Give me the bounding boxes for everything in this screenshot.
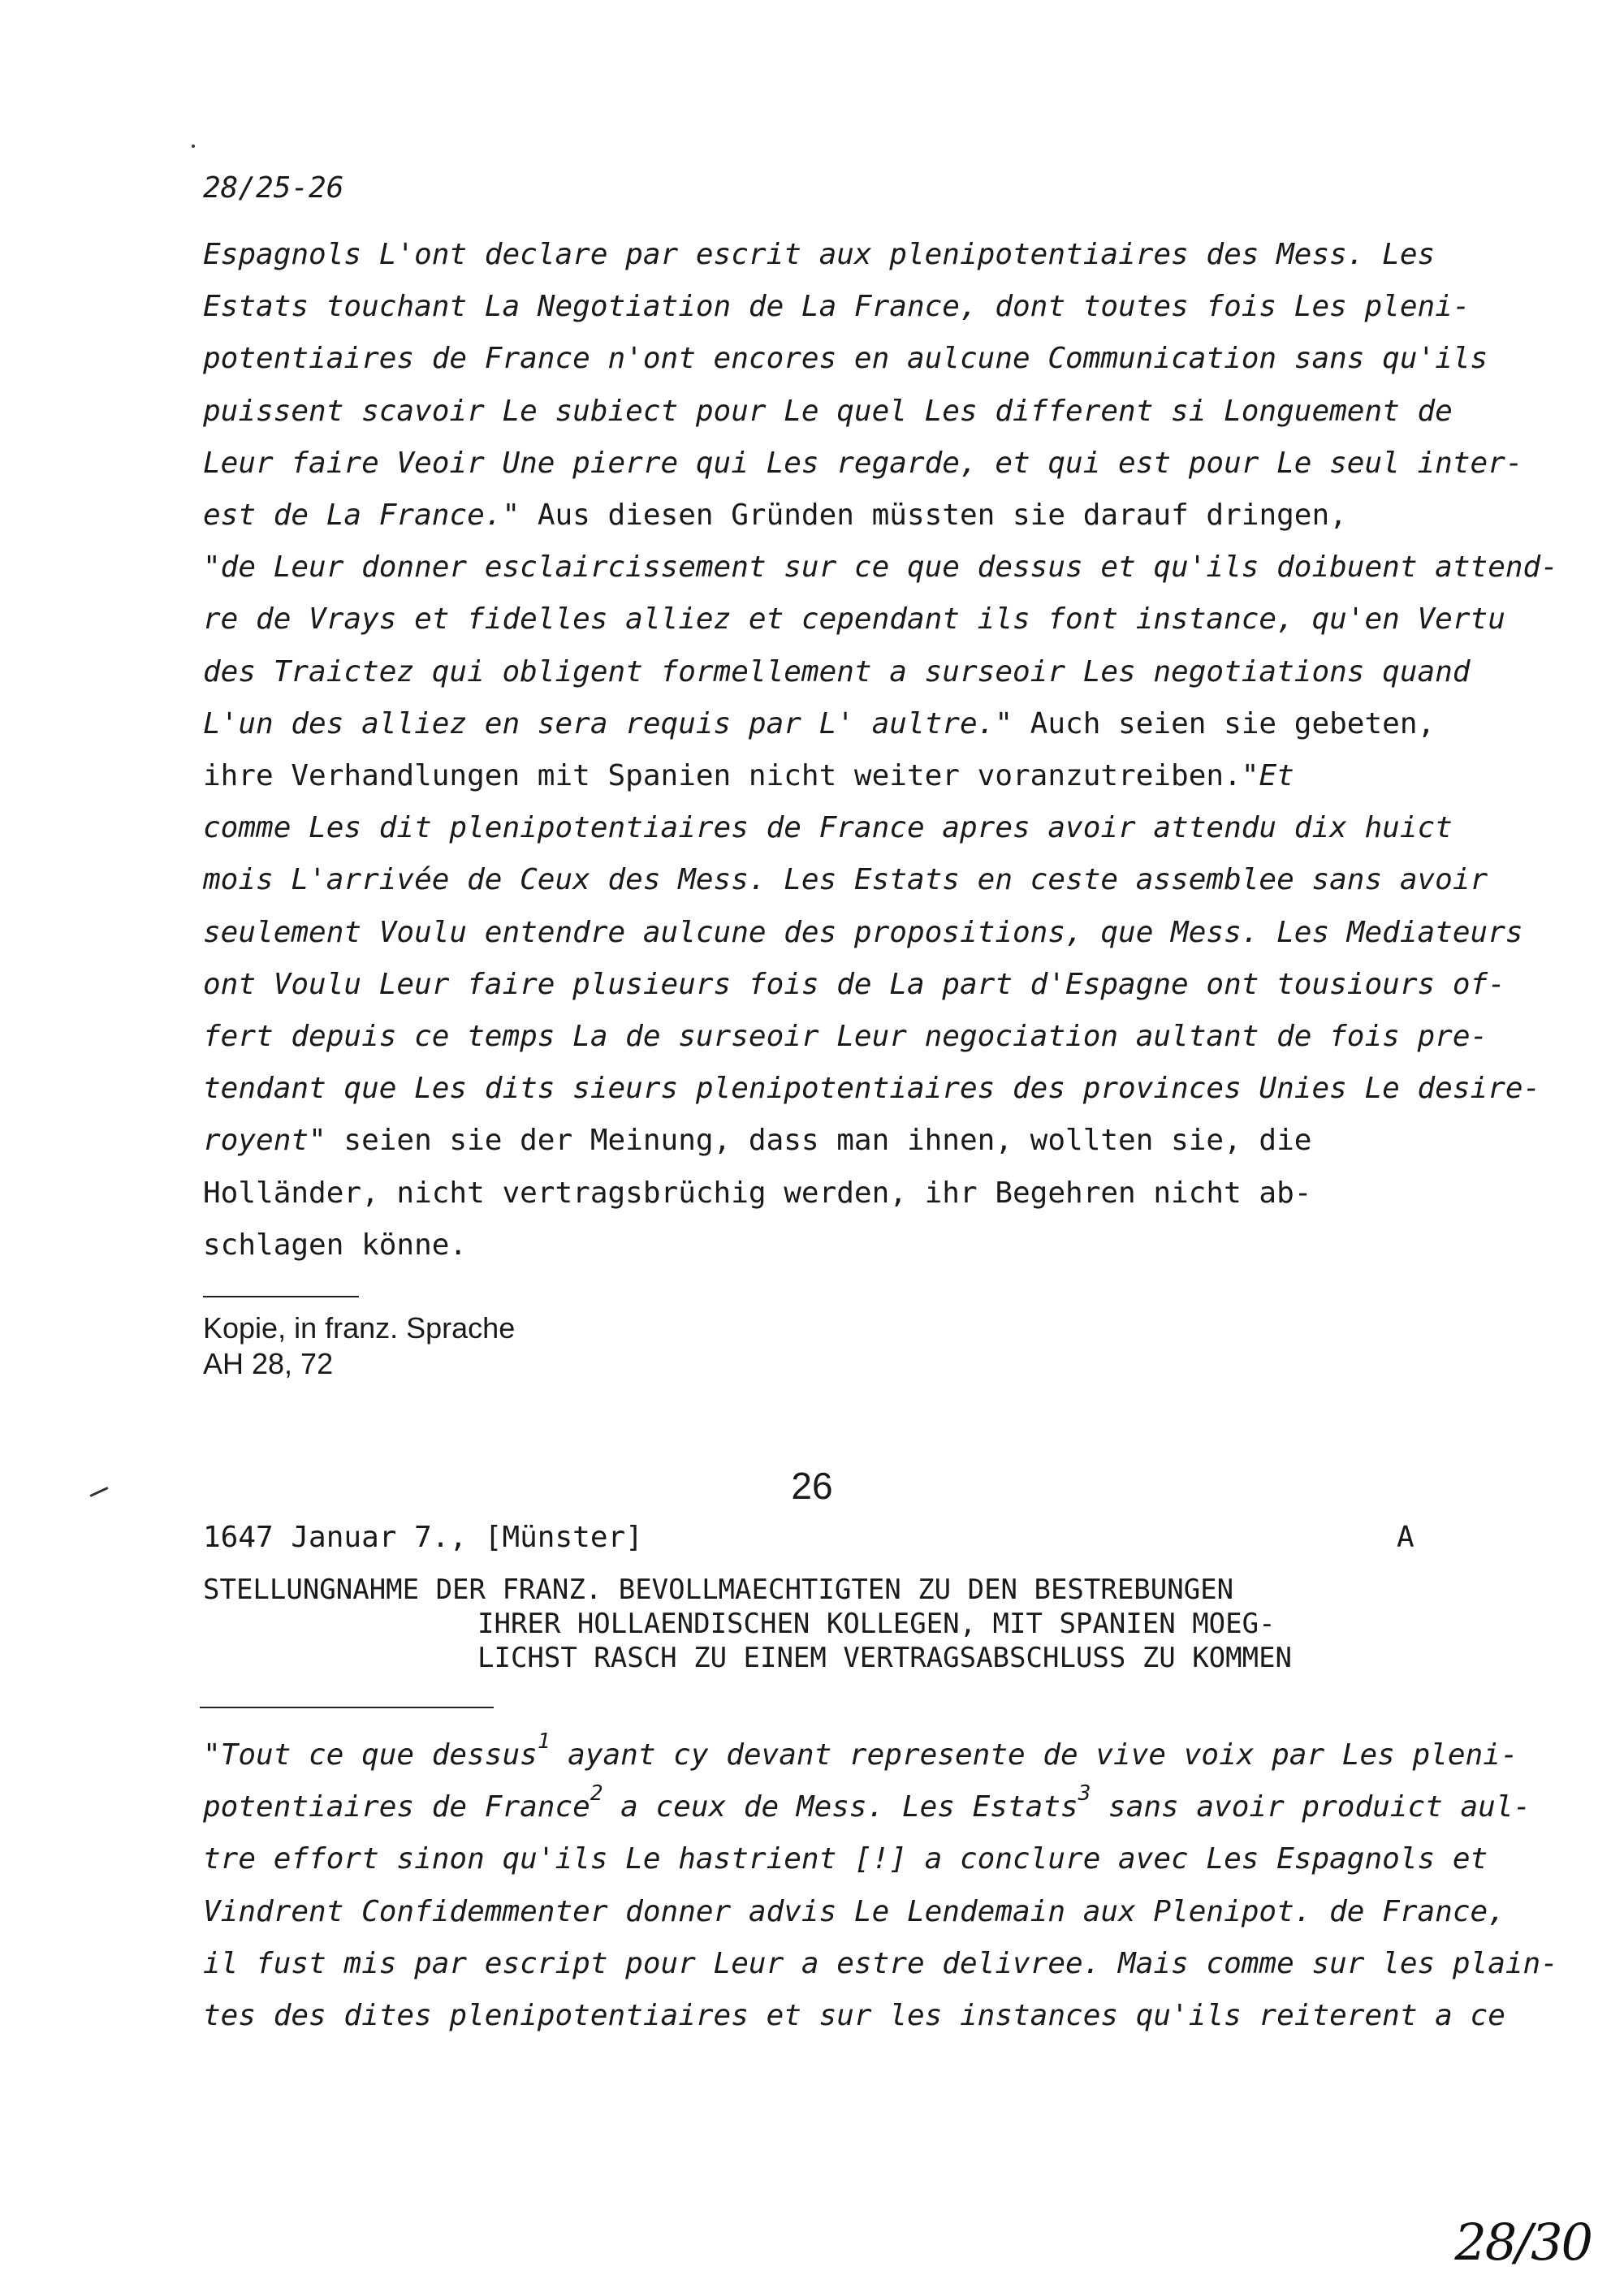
- french-quote-text: sans avoir produict aul-: [1091, 1790, 1531, 1824]
- doc25-line-7: [203, 550, 1558, 585]
- doc26-line-1: [203, 1729, 1518, 1776]
- section-rule: [200, 1707, 494, 1708]
- doc25-line-2: [203, 289, 1471, 325]
- german-summary-text: seien sie der Meinung, dass man ihnen, wollten sie, die: [326, 1124, 1312, 1158]
- doc25-line-13: [203, 862, 1488, 898]
- french-quote-text: seulement Voulu entendre aulcune des propositions, que Mess. Les Mediateurs: [203, 915, 1523, 949]
- doc25-line-17: [203, 1071, 1540, 1107]
- french-quote-text: "de Leur donner esclaircissement sur ce que dessus et qu'ils doibuent attend-: [203, 550, 1558, 585]
- document-date-place: 1647 Januar 7., [Münster]: [203, 1521, 643, 1554]
- document-type-letter: A: [1397, 1521, 1415, 1554]
- french-quote-text: ayant cy devant represente de vive voix par Les pleni-: [550, 1738, 1518, 1772]
- doc25-line-8: [203, 602, 1505, 637]
- header-reference: 28/25-26: [203, 171, 344, 205]
- source-note-archive: AH 28, 72: [203, 1347, 334, 1380]
- french-quote-text: L'un des alliez en sera requis par L' aultre.": [203, 706, 1013, 740]
- french-quote-text: "Tout ce que dessus: [203, 1738, 538, 1772]
- page-stamp: 28/30: [1454, 2212, 1592, 2272]
- doc25-line-11: [203, 758, 1294, 794]
- french-quote-text: Espagnols L'ont declare par escrit aux plenipotentiaires des Mess. Les: [203, 238, 1436, 271]
- footnote-rule: [203, 1296, 359, 1297]
- doc26-line-3: [203, 1841, 1488, 1877]
- french-quote-text: comme Les dit plenipotentiaires de France apres avoir attendu dix huict: [203, 811, 1453, 845]
- french-quote-text: potentiaires de France n'ont encores en aulcune Communication sans qu'ils: [203, 342, 1488, 376]
- french-quote-text: puissent scavoir Le subiect pour Le quel Les different si Longuement de: [203, 394, 1453, 428]
- french-quote-text: Estats touchant La Negotiation de La France, dont toutes fois Les pleni-: [203, 290, 1471, 324]
- footnote-marker: 3: [1078, 1781, 1091, 1807]
- french-quote-text: royent": [203, 1124, 326, 1158]
- french-quote-text: re de Vrays et fidelles alliez et cependant ils font instance, qu'en Vertu: [203, 602, 1505, 637]
- doc25-line-5: [203, 446, 1523, 481]
- german-summary-text: Holländer, nicht vertragsbrüchig werden, ihr Begehren nicht ab-: [203, 1176, 1312, 1210]
- french-quote-text: potentiaires de France: [203, 1790, 590, 1824]
- doc25-line-20: [203, 1228, 467, 1263]
- footnote-marker: 2: [590, 1781, 603, 1807]
- doc25-line-10: [203, 706, 1435, 742]
- french-quote-text: tes des dites plenipotentiaires et sur les instances qu'ils reiterent a ce: [203, 1999, 1505, 2032]
- document-title-line-3: LICHST RASCH ZU EINEM VERTRAGSABSCHLUSS ZU KOMMEN: [477, 1642, 1293, 1674]
- doc25-line-16: [203, 1019, 1488, 1055]
- doc26-line-2: [203, 1781, 1531, 1828]
- source-note-copy: Kopie, in franz. Sprache: [203, 1311, 516, 1345]
- doc25-line-14: [203, 915, 1523, 951]
- doc26-line-6: [203, 1998, 1505, 2034]
- french-quote-text: a ceux de Mess. Les Estats: [603, 1790, 1078, 1824]
- german-summary-text: Auch seien sie gebeten,: [1013, 706, 1436, 740]
- german-summary-text: ihre Verhandlungen mit Spanien nicht weiter voranzutreiben.: [203, 759, 1242, 792]
- french-quote-text: mois L'arrivée de Ceux des Mess. Les Estats en ceste assemblee sans avoir: [203, 863, 1488, 897]
- french-quote-text: Vindrent Confidemmenter donner advis Le Lendemain aux Plenipot. de France,: [203, 1894, 1505, 1928]
- german-summary-text: schlagen könne.: [203, 1228, 468, 1262]
- german-summary-text: Aus diesen Gründen müssten sie darauf dringen,: [520, 499, 1347, 532]
- french-quote-text: des Traictez qui obligent formellement a surseoir Les negotiations quand: [203, 654, 1471, 689]
- document-title-line-1: STELLUNGNAHME DER FRANZ. BEVOLLMAECHTIGTEN ZU DEN BESTREBUNGEN: [203, 1574, 1234, 1606]
- doc25-line-18: [203, 1123, 1311, 1159]
- french-quote-text: il fust mis par escript pour Leur a estre delivree. Mais comme sur les plain-: [203, 1946, 1558, 1980]
- doc25-line-1: [203, 237, 1435, 273]
- french-quote-text: ont Voulu Leur faire plusieurs fois de La part d'Espagne ont tousiours of-: [203, 967, 1505, 1001]
- doc25-line-6: [203, 498, 1347, 533]
- doc25-line-15: [203, 967, 1505, 1003]
- french-quote-text: fert depuis ce temps La de surseoir Leur negociation aultant de fois pre-: [203, 1020, 1488, 1053]
- french-quote-text: tendant que Les dits sieurs plenipotentiaires des provinces Unies Le desire-: [203, 1072, 1541, 1106]
- document-title-line-2: IHRER HOLLAENDISCHEN KOLLEGEN, MIT SPANIEN MOEG-: [477, 1608, 1276, 1640]
- doc25-line-4: [203, 394, 1453, 430]
- footnote-marker: 1: [537, 1729, 551, 1754]
- doc25-line-9: [203, 654, 1471, 690]
- speck-dot: [192, 145, 195, 148]
- document-number: 26: [791, 1465, 833, 1507]
- doc25-line-12: [203, 810, 1453, 846]
- french-quote-text: est de La France.": [203, 499, 520, 532]
- doc25-line-19: [203, 1176, 1311, 1211]
- french-quote-text: "Et: [1241, 759, 1294, 792]
- french-quote-text: tre effort sinon qu'ils Le hastrient [!] a conclure avec Les Espagnols et: [203, 1842, 1488, 1876]
- doc26-line-5: [203, 1946, 1558, 1982]
- doc26-line-4: [203, 1894, 1505, 1930]
- doc25-line-3: [203, 341, 1488, 377]
- french-quote-text: Leur faire Veoir Une pierre qui Les regarde, et qui est pour Le seul inter-: [203, 446, 1523, 480]
